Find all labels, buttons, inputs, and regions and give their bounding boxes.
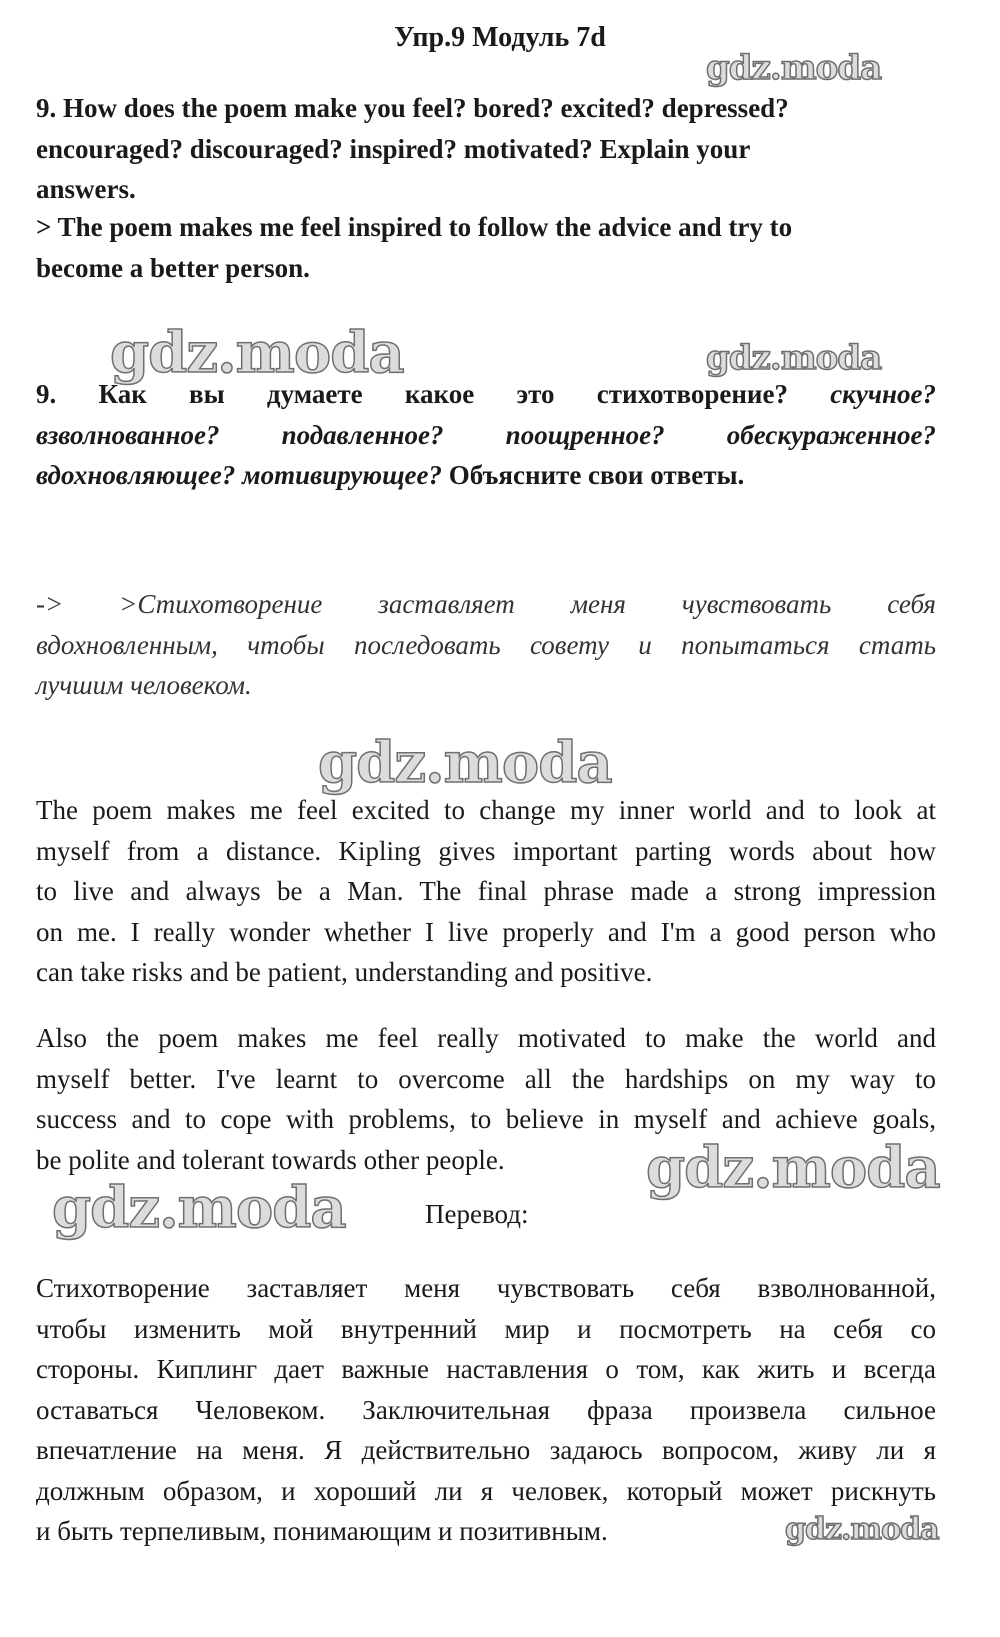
text-line: и быть терпеливым, понимающим и позитивным. [36,1516,608,1546]
text-line: стороны. Киплинг дает важные наставления о том, как жить и всегда [36,1354,936,1384]
text-line: on me. I really wonder whether I live properly and I'm a good person who [36,916,936,947]
text-line: The poem makes me feel excited to change my inner world and to look at [36,795,936,825]
text-line: должным образом, и хороший ли я человек, который может рискнуть [36,1475,936,1506]
watermark: gdz.moda [706,338,882,378]
text-line: answers. [36,174,136,204]
text-line: Also the poem makes me feel really motivated to make the world and [36,1023,936,1053]
instruction-text: Объясните свои ответы. [448,460,745,490]
text-line: myself from a distance. Kipling gives important parting words about how [36,835,936,866]
text-line: Стихотворение заставляет меня чувствовать себя взволнованной, [36,1273,936,1303]
text-line [36,455,936,496]
text-line: вдохновленным, чтобы последовать совету и попытаться стать [36,629,936,660]
text-line: взволнованное? подавленное? поощренное? обескураженное? [36,419,936,450]
text-line: can take risks and be patient, understanding and positive. [36,957,653,987]
text-line: to live and always be a Man. The final phrase made a strong impression [36,876,936,906]
watermark: gdz.moda [110,320,404,386]
watermark: gdz.moda [646,1135,940,1201]
text-line: be polite and tolerant towards other people. [36,1144,505,1175]
text-line [36,374,936,415]
question-russian [36,374,936,496]
text-line: become a better person. [36,252,310,283]
text-line: myself better. I've learnt to overcome all the hardships on my way to [36,1063,936,1094]
watermark: gdz.moda [52,1175,346,1241]
paragraph-translation [36,1268,936,1552]
question-text: 9. Как вы думаете какое это стихотворение? [36,379,788,409]
watermark: gdz.moda [785,1512,939,1547]
paragraph-english-1 [36,790,936,993]
text-line: оставаться Человеком. Заключительная фраза произвела сильное [36,1394,936,1425]
text-line: лучшим человеком. [36,670,252,700]
page-title: Упр.9 Модуль 7d [394,22,606,53]
text-line: впечатление на меня. Я действительно задаюсь вопросом, живу ли я [36,1435,936,1465]
option-text: вдохновляющее? мотивирующее? [36,460,443,490]
option-text: скучное? [830,379,937,409]
question-english [36,88,936,210]
watermark: gdz.moda [318,730,612,796]
text-line: encouraged? discouraged? inspired? motivated? Explain your [36,133,751,164]
text-line: 9. How does the poem make you feel? bored? excited? depressed? [36,93,789,123]
text-line: > The poem makes me feel inspired to follow the advice and try to [36,212,793,242]
answer-english [36,207,936,288]
text-line: -> >Стихотворение заставляет меня чувствовать себя [36,589,936,619]
translation-label: Перевод: [425,1199,529,1229]
watermark: gdz.moda [706,48,882,88]
paragraph-english-2 [36,1018,936,1180]
text-line: success and to cope with problems, to believe in myself and achieve goals, [36,1104,936,1134]
text-line: чтобы изменить мой внутренний мир и посмотреть на себя со [36,1313,936,1344]
answer-russian [36,584,936,706]
